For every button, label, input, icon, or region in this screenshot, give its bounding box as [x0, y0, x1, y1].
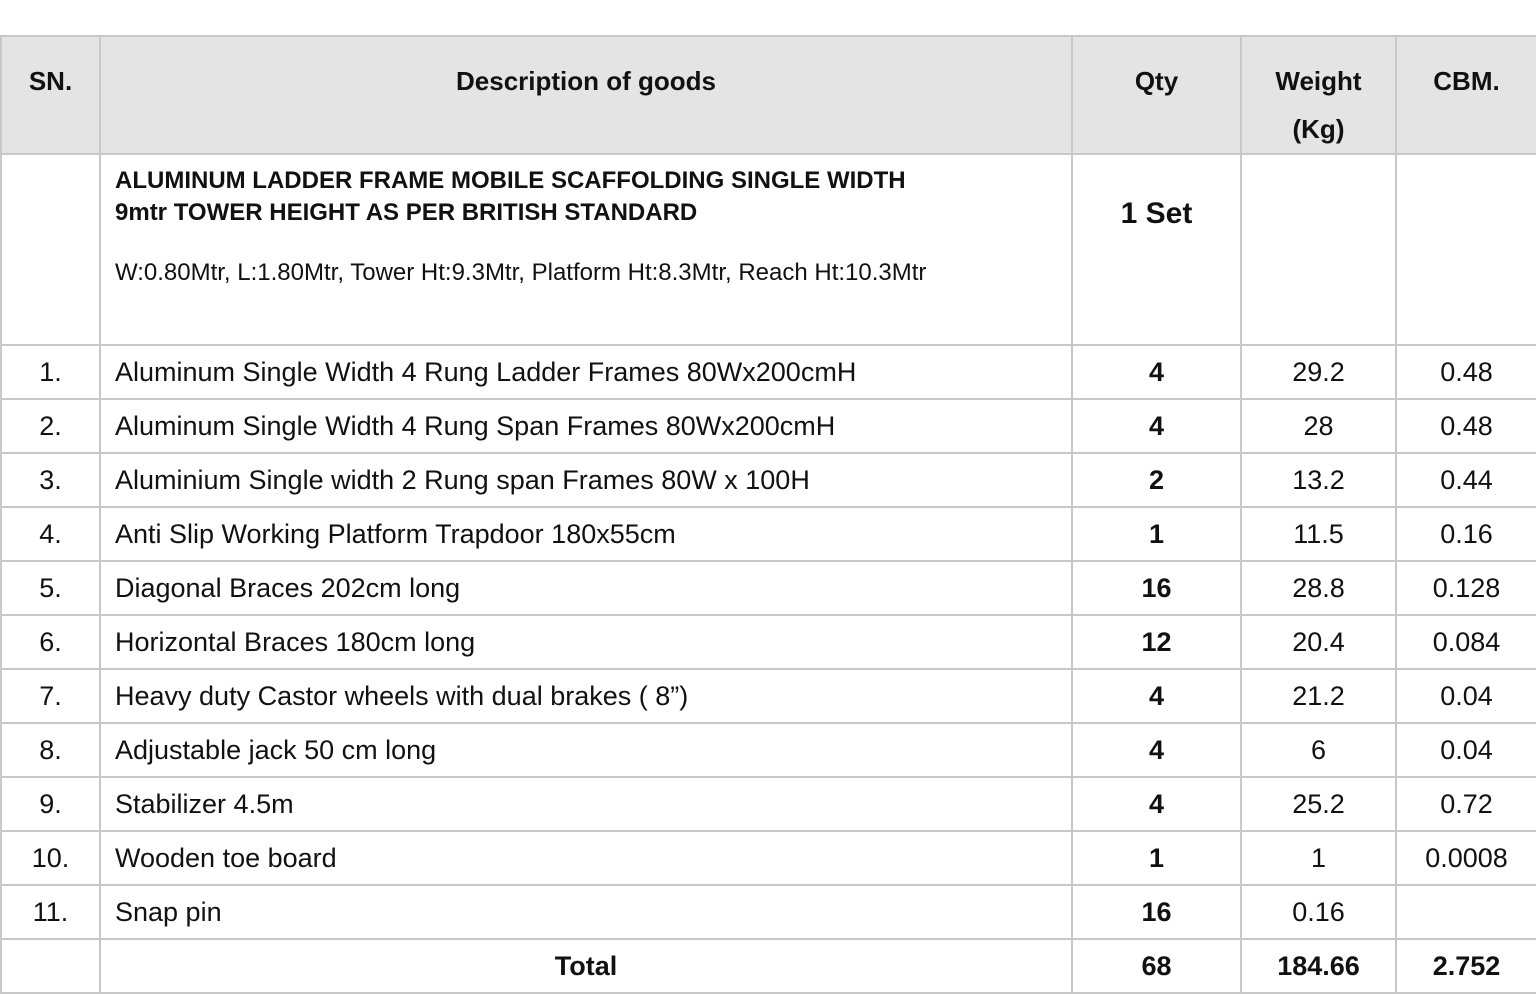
- cell-weight: 6: [1241, 723, 1396, 777]
- cell-qty: 1: [1072, 507, 1241, 561]
- header-sn: SN.: [1, 36, 100, 154]
- cell-qty: 2: [1072, 453, 1241, 507]
- cell-sn: 10.: [1, 831, 100, 885]
- cell-description: Aluminum Single Width 4 Rung Span Frames 80Wx200cmH: [100, 399, 1072, 453]
- cell-description: Heavy duty Castor wheels with dual brakes ( 8”): [100, 669, 1072, 723]
- cell-sn: 8.: [1, 723, 100, 777]
- cell-qty: 16: [1072, 885, 1241, 939]
- cell-weight: 0.16: [1241, 885, 1396, 939]
- cell-cbm: 0.48: [1396, 399, 1536, 453]
- cell-sn: 6.: [1, 615, 100, 669]
- cell-qty: 4: [1072, 669, 1241, 723]
- set-title: [115, 165, 1071, 229]
- cell-weight: 13.2: [1241, 453, 1396, 507]
- cell-description: Aluminum Single Width 4 Rung Ladder Frames 80Wx200cmH: [100, 345, 1072, 399]
- cell-sn: 11.: [1, 885, 100, 939]
- cell-sn: 4.: [1, 507, 100, 561]
- total-sn: [1, 939, 100, 993]
- table-row: [1, 507, 1536, 561]
- cell-weight: 28.8: [1241, 561, 1396, 615]
- total-qty: 68: [1072, 939, 1241, 993]
- cell-cbm: 0.44: [1396, 453, 1536, 507]
- total-row: [1, 939, 1536, 993]
- cell-weight: 11.5: [1241, 507, 1396, 561]
- table-row: [1, 453, 1536, 507]
- cell-cbm: 0.72: [1396, 777, 1536, 831]
- cell-qty: 4: [1072, 723, 1241, 777]
- table-row: [1, 399, 1536, 453]
- table-row: [1, 561, 1536, 615]
- cell-weight: 25.2: [1241, 777, 1396, 831]
- set-cbm: [1396, 154, 1536, 345]
- cell-description: Anti Slip Working Platform Trapdoor 180x55cm: [100, 507, 1072, 561]
- set-dimensions: W:0.80Mtr, L:1.80Mtr, Tower Ht:9.3Mtr, Platform Ht:8.3Mtr, Reach Ht:10.3Mtr: [115, 259, 927, 286]
- header-row: [1, 36, 1536, 154]
- header-cbm: CBM.: [1396, 36, 1536, 154]
- cell-cbm: 0.04: [1396, 669, 1536, 723]
- table-row: [1, 669, 1536, 723]
- cell-sn: 7.: [1, 669, 100, 723]
- cell-description: Aluminium Single width 2 Rung span Frames 80W x 100H: [100, 453, 1072, 507]
- set-sn: [1, 154, 100, 345]
- cell-cbm: 0.0008: [1396, 831, 1536, 885]
- cell-description: Snap pin: [100, 885, 1072, 939]
- cell-description: Diagonal Braces 202cm long: [100, 561, 1072, 615]
- cell-qty: 4: [1072, 399, 1241, 453]
- cell-cbm: 0.48: [1396, 345, 1536, 399]
- cell-cbm: 0.084: [1396, 615, 1536, 669]
- set-description: [100, 154, 1072, 345]
- set-row: [1, 154, 1536, 345]
- set-qty: 1 Set: [1072, 154, 1241, 345]
- cell-description: Horizontal Braces 180cm long: [100, 615, 1072, 669]
- table-row: [1, 723, 1536, 777]
- cell-qty: 4: [1072, 345, 1241, 399]
- set-weight: [1241, 154, 1396, 345]
- cell-description: Wooden toe board: [100, 831, 1072, 885]
- table-row: [1, 831, 1536, 885]
- total-weight: 184.66: [1241, 939, 1396, 993]
- table-row: [1, 777, 1536, 831]
- cell-cbm: [1396, 885, 1536, 939]
- cell-description: Stabilizer 4.5m: [100, 777, 1072, 831]
- total-cbm: 2.752: [1396, 939, 1536, 993]
- table-row: [1, 615, 1536, 669]
- cell-weight: 21.2: [1241, 669, 1396, 723]
- cell-weight: 1: [1241, 831, 1396, 885]
- cell-qty: 12: [1072, 615, 1241, 669]
- table-row: [1, 345, 1536, 399]
- cell-description: Adjustable jack 50 cm long: [100, 723, 1072, 777]
- cell-sn: 5.: [1, 561, 100, 615]
- cell-qty: 1: [1072, 831, 1241, 885]
- header-description: Description of goods: [100, 36, 1072, 154]
- cell-weight: 20.4: [1241, 615, 1396, 669]
- header-qty: Qty: [1072, 36, 1241, 154]
- cell-sn: 9.: [1, 777, 100, 831]
- table-row: [1, 885, 1536, 939]
- cell-cbm: 0.128: [1396, 561, 1536, 615]
- set-title-line1: ALUMINUM LADDER FRAME MOBILE SCAFFOLDING SINGLE WIDTH: [115, 167, 906, 194]
- cell-sn: 3.: [1, 453, 100, 507]
- header-weight-line1: Weight: [1275, 66, 1362, 96]
- cell-sn: 1.: [1, 345, 100, 399]
- cell-cbm: 0.04: [1396, 723, 1536, 777]
- set-title-line2: 9mtr TOWER HEIGHT AS PER BRITISH STANDARD: [115, 199, 698, 226]
- cell-weight: 28: [1241, 399, 1396, 453]
- cell-weight: 29.2: [1241, 345, 1396, 399]
- cell-qty: 4: [1072, 777, 1241, 831]
- total-label: Total: [100, 939, 1072, 993]
- header-weight: [1241, 36, 1396, 154]
- cell-qty: 16: [1072, 561, 1241, 615]
- cell-cbm: 0.16: [1396, 507, 1536, 561]
- header-weight-line2: (Kg): [1292, 114, 1345, 144]
- goods-table: [0, 35, 1536, 994]
- cell-sn: 2.: [1, 399, 100, 453]
